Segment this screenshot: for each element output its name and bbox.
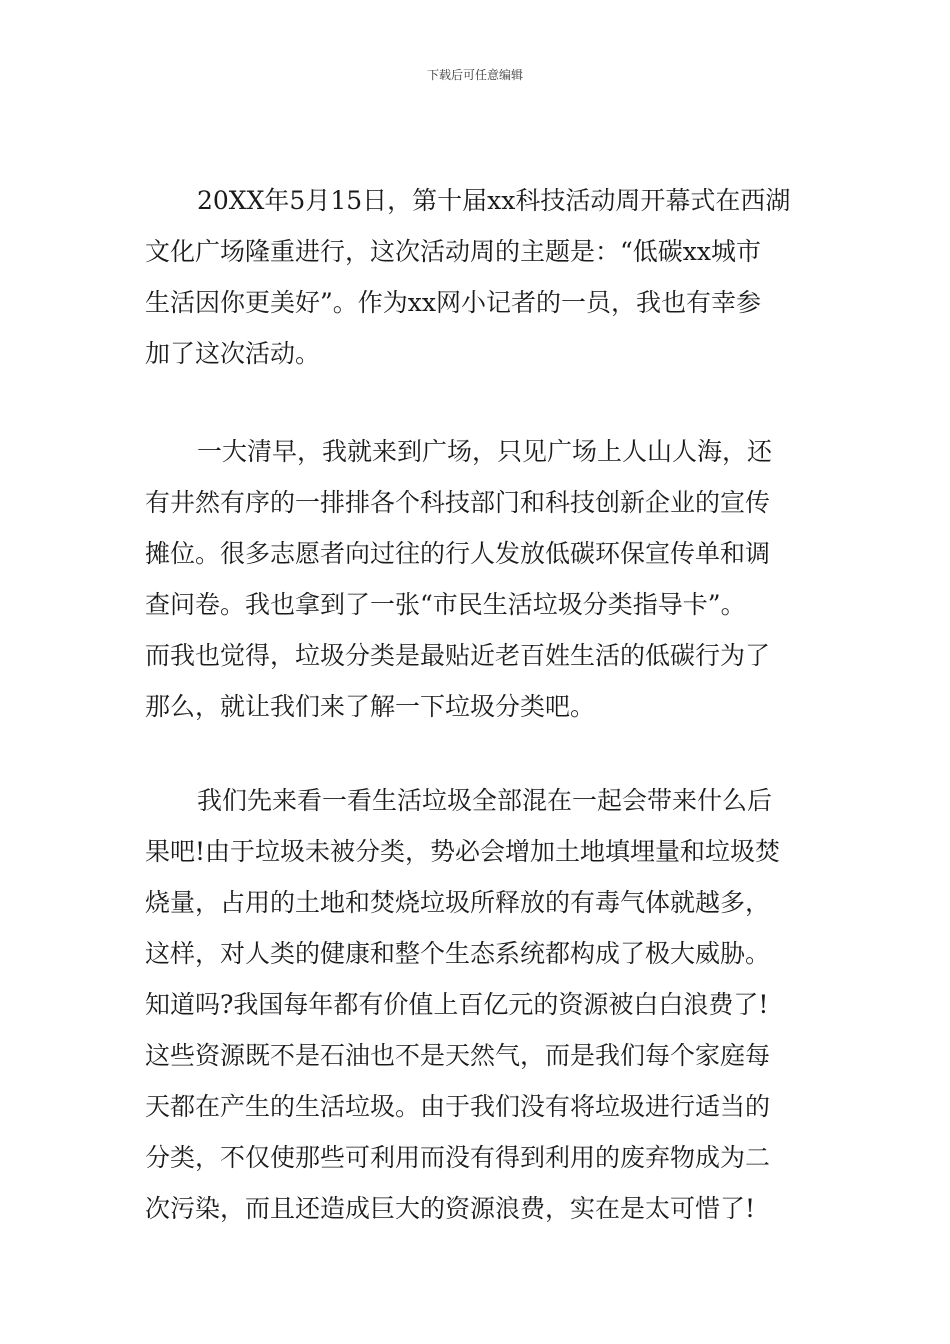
paragraph-2 (145, 426, 810, 732)
paragraph-line: 加了这次活动。 (145, 339, 321, 368)
page-header: 下载后可任意编辑 (426, 68, 523, 82)
paragraph-line: 20XX年5月15日，第十届xx科技活动周开幕式在西湖 (197, 186, 791, 215)
paragraph-line: 烧量，占用的土地和焚烧垃圾所释放的有毒气体就越多， (145, 888, 771, 917)
paragraph-line: 查问卷。我也拿到了一张“市民生活垃圾分类指导卡”。 (145, 590, 746, 619)
paragraph-1 (145, 175, 810, 379)
paragraph-line: 我们先来看一看生活垃圾全部混在一起会带来什么后 (197, 786, 773, 815)
paragraph-3 (145, 775, 810, 1234)
paragraph-line: 生活因你更美好”。作为xx网小记者的一员，我也有幸参 (145, 288, 761, 317)
paragraph-line: 天都在产生的生活垃圾。由于我们没有将垃圾进行适当的 (145, 1092, 771, 1121)
paragraph-line: 知道吗?我国每年都有价值上百亿元的资源被白白浪费了! (145, 990, 769, 1019)
paragraph-line: 果吧!由于垃圾未被分类，势必会增加土地填埋量和垃圾焚 (145, 837, 781, 866)
paragraph-line: 而我也觉得，垃圾分类是最贴近老百姓生活的低碳行为了 (145, 641, 771, 670)
paragraph-line: 分类，不仅使那些可利用而没有得到利用的废弃物成为二 (145, 1143, 771, 1172)
paragraph-line: 摊位。很多志愿者向过往的行人发放低碳环保宣传单和调 (145, 539, 771, 568)
paragraph-line: 次污染，而且还造成巨大的资源浪费，实在是太可惜了! (145, 1194, 756, 1223)
paragraph-line: 那么，就让我们来了解一下垃圾分类吧。 (145, 692, 596, 721)
paragraph-line: 这样，对人类的健康和整个生态系统都构成了极大威胁。 (145, 939, 771, 968)
paragraph-line: 一大清早，我就来到广场，只见广场上人山人海，还 (197, 437, 773, 466)
paragraph-line: 文化广场隆重进行，这次活动周的主题是：“低碳xx城市 (145, 237, 761, 266)
paragraph-line: 有井然有序的一排排各个科技部门和科技创新企业的宣传 (145, 488, 771, 517)
paragraph-line: 这些资源既不是石油也不是天然气，而是我们每个家庭每 (145, 1041, 771, 1070)
